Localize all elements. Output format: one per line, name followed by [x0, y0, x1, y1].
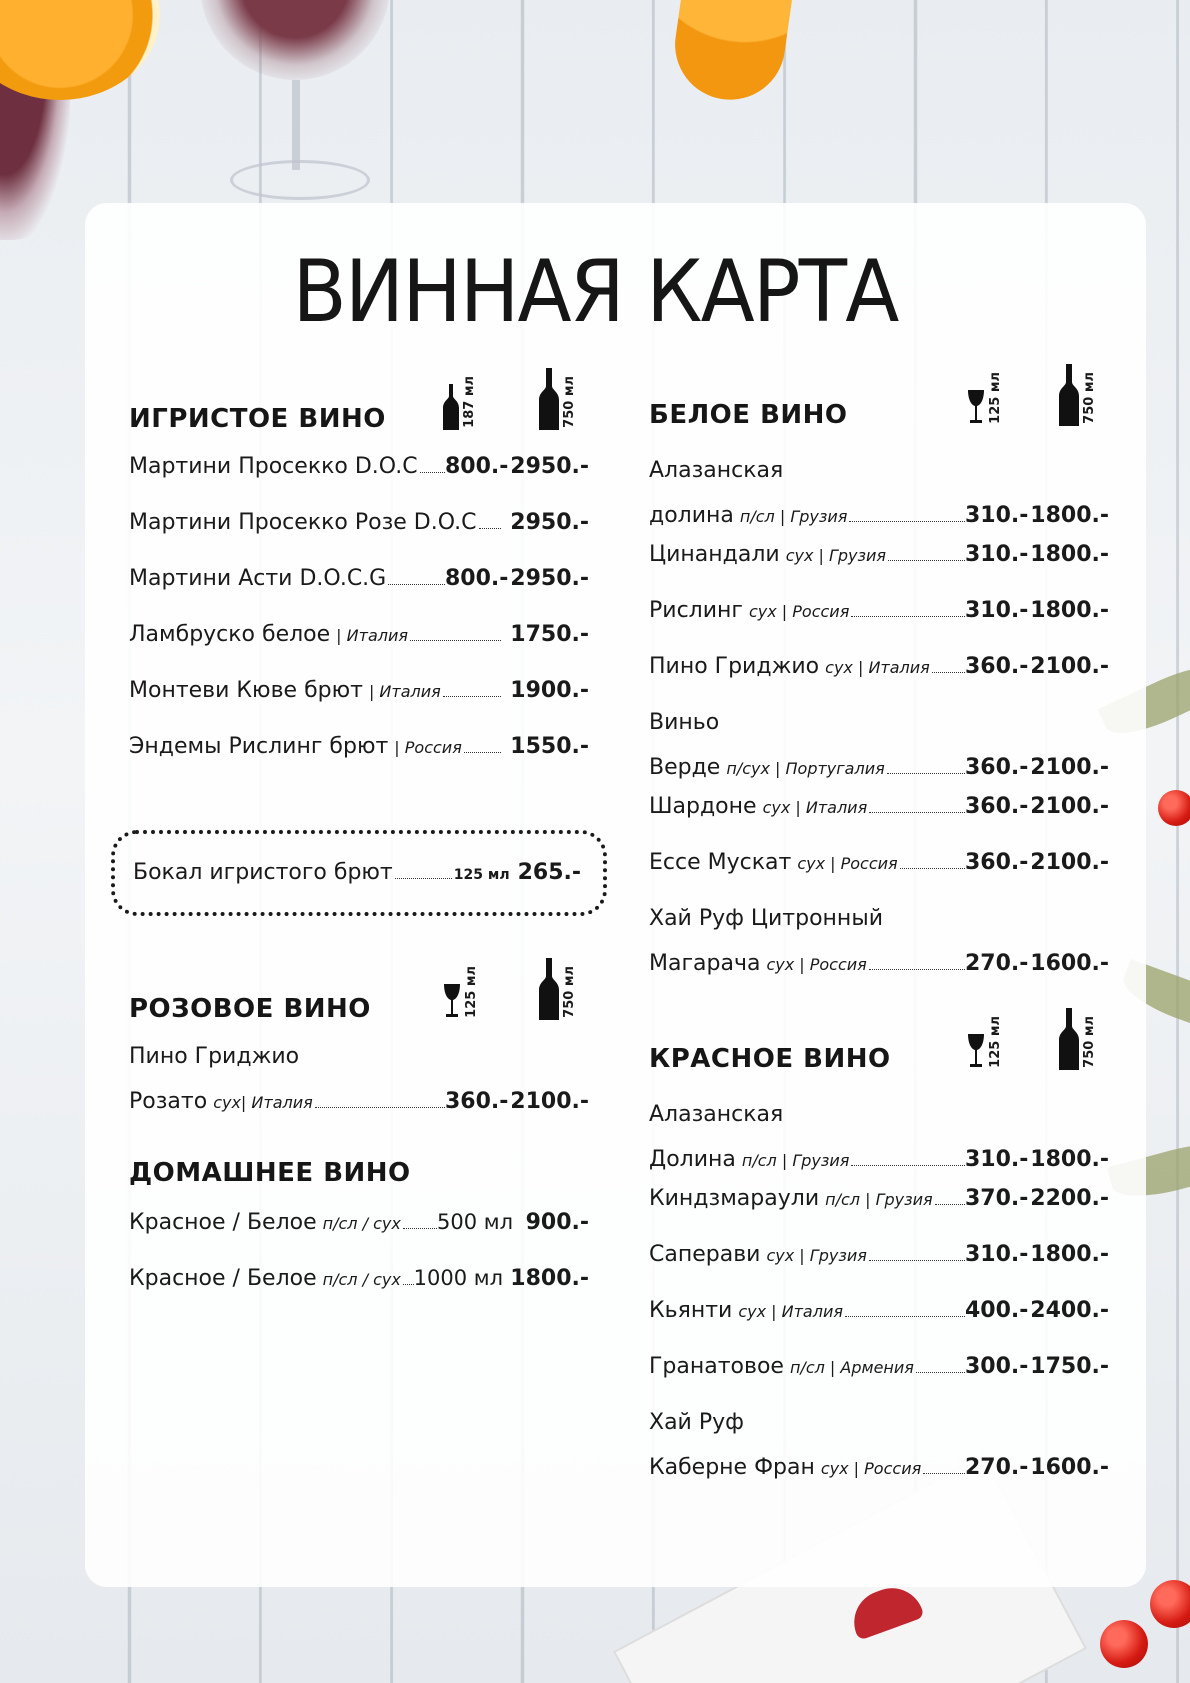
- wine-bottle-icon: [1059, 364, 1079, 426]
- item-name: Мартини Просекко Розе D.O.C: [129, 510, 477, 535]
- item-note: п/сл | Армения: [789, 1358, 914, 1377]
- price-glass: 360.-: [965, 654, 1029, 679]
- item-volume: 500 мл: [436, 1210, 513, 1234]
- section-red: [649, 1004, 1109, 1494]
- volume-column-large: [539, 364, 577, 430]
- item-name: Долина: [649, 1147, 736, 1172]
- item-name-line1: Виньо: [649, 710, 720, 735]
- item-name: Гранатовое: [649, 1354, 784, 1379]
- volume-label: 750 мл: [562, 966, 577, 1018]
- price-glass: 310.-: [965, 542, 1029, 567]
- price-bottle: 1600.-: [1030, 1455, 1109, 1480]
- price-glass: 800.-: [445, 566, 509, 591]
- menu-item: [649, 906, 1109, 990]
- volume-label: 125 мл: [988, 1016, 1003, 1068]
- wine-bottle-icon: [539, 368, 559, 430]
- price-glass: 360.-: [965, 794, 1029, 819]
- item-name: Бокал игристого брют: [133, 860, 393, 885]
- section-header: [129, 1118, 589, 1188]
- section-title: РОЗОВОЕ ВИНО: [129, 994, 371, 1024]
- price: 265.-: [517, 860, 581, 885]
- wine-glass-photo: [200, 0, 390, 80]
- volume-label: 125 мл: [464, 966, 479, 1018]
- item-name: Розато: [129, 1089, 208, 1114]
- menu-item: [649, 794, 1109, 850]
- price-bottle: 2100.-: [1030, 850, 1109, 875]
- price-bottle: 1750.-: [1030, 1354, 1109, 1379]
- price-glass: 800.-: [445, 454, 509, 479]
- item-name: Ламбруско белое: [129, 622, 331, 647]
- wine-bottle-icon: [1059, 1008, 1079, 1070]
- price-glass: 360.-: [445, 1089, 509, 1114]
- wine-glass-icon: [967, 390, 985, 426]
- price-bottle: 2100.-: [1030, 794, 1109, 819]
- wine-glass-icon: [443, 984, 461, 1020]
- item-note: | Италия: [336, 626, 408, 645]
- volume-label: 750 мл: [1082, 1016, 1097, 1068]
- price-bottle: 1800.-: [1030, 503, 1109, 528]
- menu-item: [129, 1266, 589, 1322]
- price-bottle: 2100.-: [510, 1089, 589, 1114]
- menu-item: [129, 622, 589, 678]
- price-glass: 360.-: [965, 755, 1029, 780]
- volume-label: 187 мл: [462, 376, 477, 428]
- wine-bottle-icon: [539, 958, 559, 1020]
- item-name: Верде: [649, 755, 721, 780]
- menu-item: [649, 1102, 1109, 1186]
- item-note: п/сух | Португалия: [726, 759, 885, 778]
- menu-item: [649, 1242, 1109, 1298]
- price: 900.-: [525, 1210, 589, 1235]
- menu-item: [649, 850, 1109, 906]
- price-glass: 360.-: [965, 850, 1029, 875]
- menu-item: [129, 454, 589, 510]
- item-name-line1: Алазанская: [649, 1102, 784, 1127]
- item-note: сух | Италия: [825, 658, 930, 677]
- item-name: Мартини Асти D.O.C.G: [129, 566, 387, 591]
- menu-item: [649, 1410, 1109, 1494]
- glass-offer-box: [111, 830, 607, 916]
- price-bottle: 1550.-: [510, 734, 589, 759]
- item-name-line1: Хай Руф Цитронный: [649, 906, 883, 931]
- item-name: Красное / Белое: [129, 1210, 317, 1235]
- section-header: [129, 954, 589, 1024]
- menu-item: [649, 1354, 1109, 1410]
- price-glass: 270.-: [965, 1455, 1029, 1480]
- item-name: долина: [649, 503, 734, 528]
- price-bottle: 2100.-: [1030, 755, 1109, 780]
- section-title: КРАСНОЕ ВИНО: [649, 1044, 891, 1074]
- price-bottle: 2950.-: [510, 566, 589, 591]
- item-note: | Россия: [394, 738, 462, 757]
- price-bottle: 2100.-: [1030, 654, 1109, 679]
- item-note: п/сл | Грузия: [825, 1190, 933, 1209]
- section-title: ДОМАШНЕЕ ВИНО: [129, 1158, 411, 1188]
- menu-item: [129, 1044, 589, 1128]
- wine-bottle-small-icon: [443, 384, 459, 430]
- price-bottle: 1750.-: [510, 622, 589, 647]
- tomato-photo: [1150, 1580, 1190, 1628]
- price-bottle: 2950.-: [510, 454, 589, 479]
- volume-column-large: [1059, 1004, 1097, 1070]
- item-note: сух | Россия: [820, 1459, 922, 1478]
- menu-item: [129, 678, 589, 734]
- item-note: сух | Италия: [738, 1302, 843, 1321]
- wine-glass-icon: [967, 1034, 985, 1070]
- price-glass: 310.-: [965, 1242, 1029, 1267]
- volume-column-small: [967, 360, 1003, 426]
- item-note: сух | Италия: [762, 798, 868, 817]
- item-note: сух | Россия: [748, 602, 850, 621]
- item-volume: 1000 мл: [413, 1266, 503, 1290]
- section-house: [129, 1118, 589, 1322]
- item-note: сух | Грузия: [785, 546, 887, 565]
- menu-item: [649, 598, 1109, 654]
- item-name: Магарача: [649, 951, 761, 976]
- item-name: Кьянти: [649, 1298, 733, 1323]
- volume-label: 125 мл: [988, 372, 1003, 424]
- item-name-line1: Хай Руф: [649, 1410, 744, 1435]
- menu-item: [129, 510, 589, 566]
- price-glass: 310.-: [965, 1147, 1029, 1172]
- menu-item: [649, 654, 1109, 710]
- menu-item: [649, 1298, 1109, 1354]
- item-note: сух | Россия: [797, 854, 898, 873]
- item-name: Монтеви Кюве брют: [129, 678, 363, 703]
- price-bottle: 1800.-: [1030, 598, 1109, 623]
- menu-item: [129, 566, 589, 622]
- section-header: [649, 360, 1109, 430]
- orange-slice-photo: [0, 0, 160, 100]
- menu-item: [649, 542, 1109, 598]
- item-note: п/сл | Грузия: [739, 507, 848, 526]
- price-glass: 270.-: [965, 951, 1029, 976]
- price-bottle: 2200.-: [1030, 1186, 1109, 1211]
- menu-item: [649, 458, 1109, 542]
- volume-column-large: [539, 954, 577, 1020]
- price-glass: 310.-: [965, 503, 1029, 528]
- price-bottle: 1600.-: [1030, 951, 1109, 976]
- item-name: Пино Гриджио: [649, 654, 820, 679]
- price-bottle: 2950.-: [510, 510, 589, 535]
- section-rose: [129, 954, 589, 1128]
- wine-glass-foot: [230, 160, 370, 200]
- price-glass: 400.-: [965, 1298, 1029, 1323]
- item-note: | Италия: [368, 682, 441, 701]
- price-glass: 300.-: [965, 1354, 1029, 1379]
- menu-item: [129, 734, 589, 790]
- item-name-line1: Алазанская: [649, 458, 784, 483]
- volume-column-small: [443, 954, 479, 1020]
- menu-item: [649, 1186, 1109, 1242]
- volume-label: 750 мл: [1082, 372, 1097, 424]
- tomato-photo: [1100, 1620, 1148, 1668]
- item-note: сух | Россия: [766, 955, 867, 974]
- item-note: п/сл / сух: [322, 1270, 401, 1289]
- section-sparkling: [129, 364, 589, 790]
- item-note: п/сл / сух: [322, 1214, 401, 1233]
- orange-slice-photo: [668, 0, 802, 107]
- item-name: Киндзмараули: [649, 1186, 820, 1211]
- price-glass: 370.-: [965, 1186, 1029, 1211]
- volume-label: 750 мл: [562, 376, 577, 428]
- price-glass: 310.-: [965, 598, 1029, 623]
- item-name: Красное / Белое: [129, 1266, 317, 1291]
- item-note: сух| Италия: [213, 1093, 313, 1112]
- item-volume: 125 мл: [453, 867, 510, 883]
- item-name: Рислинг: [649, 598, 743, 623]
- item-name-line1: Пино Гриджио: [129, 1044, 300, 1069]
- item-name: Мартини Просекко D.O.C: [129, 454, 418, 479]
- price-bottle: 2400.-: [1030, 1298, 1109, 1323]
- section-title: БЕЛОЕ ВИНО: [649, 400, 848, 430]
- volume-column-small: [967, 1004, 1003, 1070]
- menu-item: [649, 710, 1109, 794]
- page-title: ВИННАЯ КАРТА: [292, 242, 898, 342]
- volume-column-large: [1059, 360, 1097, 426]
- volume-column-small: [443, 364, 477, 430]
- price-bottle: 1800.-: [1030, 542, 1109, 567]
- item-note: сух | Грузия: [766, 1246, 867, 1265]
- section-header: [649, 1004, 1109, 1074]
- item-name: Ессе Мускат: [649, 850, 792, 875]
- section-white: [649, 360, 1109, 990]
- price-bottle: 1800.-: [1030, 1242, 1109, 1267]
- item-name: Эндемы Рислинг брют: [129, 734, 389, 759]
- item-name: Шардоне: [649, 794, 757, 819]
- section-title: ИГРИСТОЕ ВИНО: [129, 404, 386, 434]
- menu-item: [129, 1210, 589, 1266]
- price-bottle: 1800.-: [1030, 1147, 1109, 1172]
- item-name: Саперави: [649, 1242, 761, 1267]
- item-name: Цинандали: [649, 542, 780, 567]
- price-bottle: 1900.-: [510, 678, 589, 703]
- tomato-photo: [1158, 790, 1190, 826]
- wine-glass-stem: [292, 80, 300, 170]
- section-header: [129, 364, 589, 434]
- price: 1800.-: [510, 1266, 589, 1291]
- item-name: Каберне Фран: [649, 1455, 815, 1480]
- item-note: п/сл | Грузия: [741, 1151, 850, 1170]
